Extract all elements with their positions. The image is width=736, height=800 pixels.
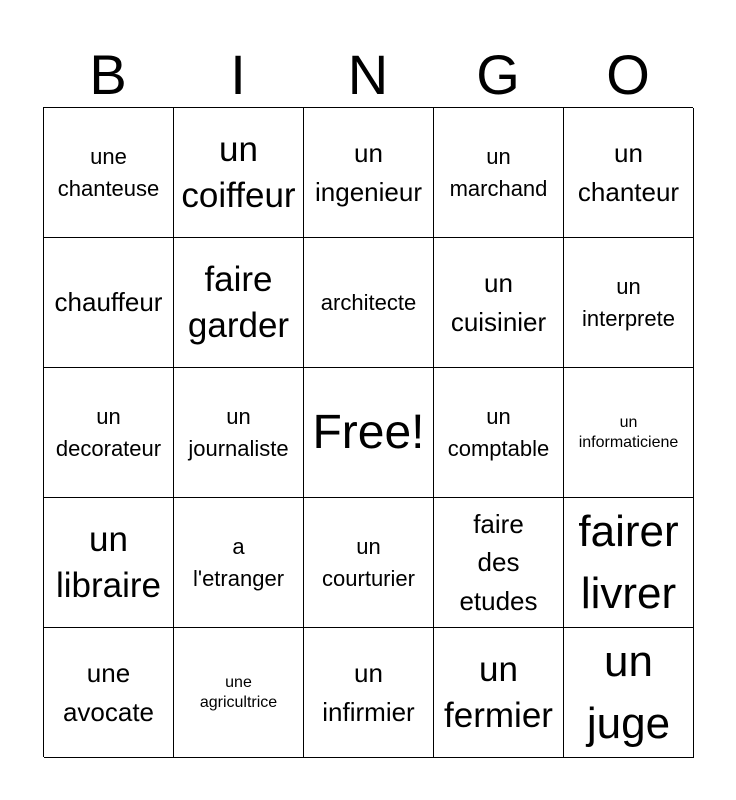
cell-text: un journaliste [188,403,289,461]
cell-text: une avocate [62,658,155,727]
bingo-board [43,107,693,757]
bingo-cell-r2c1[interactable] [44,238,174,368]
bingo-cell-r5c2[interactable] [174,628,304,758]
cell-text: un decorateur [55,403,162,461]
bingo-cell-r1c2[interactable] [174,108,304,238]
cell-text: faire des etudes [459,508,538,616]
cell-text: un cuisinier [450,268,547,337]
cell-text: un comptable [447,403,550,461]
bingo-header [43,42,693,108]
bingo-cell-r2c3[interactable] [304,238,434,368]
bingo-cell-r2c5[interactable] [564,238,694,368]
bingo-cell-r3c5[interactable] [564,368,694,498]
cell-text: un fermier [444,650,553,735]
header-letter-i: I [230,43,246,106]
bingo-cell-r4c3[interactable] [304,498,434,628]
bingo-cell-r2c4[interactable] [434,238,564,368]
bingo-cell-r1c4[interactable] [434,108,564,238]
bingo-cell-r5c1[interactable] [44,628,174,758]
cell-text: un libraire [55,520,162,605]
free-space-text: Free! [312,405,425,459]
header-letter-n: N [347,43,389,106]
bingo-cell-free[interactable] [304,368,434,498]
bingo-cell-r1c1[interactable] [44,108,174,238]
cell-text: un juge [586,636,671,748]
cell-text: un infirmier [322,658,415,727]
bingo-cell-r4c1[interactable] [44,498,174,628]
cell-text: fairer livrer [578,506,679,618]
cell-text: un courturier [322,533,415,591]
bingo-cell-r5c5[interactable] [564,628,694,758]
bingo-cell-r4c2[interactable] [174,498,304,628]
cell-text: a l'etranger [192,533,285,591]
cell-text: une chanteuse [57,143,160,201]
bingo-cell-r5c4[interactable] [434,628,564,758]
bingo-cell-r1c3[interactable] [304,108,434,238]
bingo-cell-r2c2[interactable] [174,238,304,368]
bingo-cell-r3c2[interactable] [174,368,304,498]
cell-text: faire garder [187,260,290,345]
bingo-cell-r4c5[interactable] [564,498,694,628]
bingo-cell-r4c4[interactable] [434,498,564,628]
bingo-cell-r5c3[interactable] [304,628,434,758]
cell-text: un chanteur [577,138,680,207]
cell-text: un coiffeur [181,130,296,215]
bingo-cell-r3c1[interactable] [44,368,174,498]
header-letter-b: B [89,43,127,106]
cell-text: un informaticiene [578,413,679,451]
bingo-cell-r3c4[interactable] [434,368,564,498]
header-letter-g: G [476,43,520,106]
header-letter-o: O [606,43,650,106]
cell-text: un interprete [582,273,675,331]
bingo-cell-r1c5[interactable] [564,108,694,238]
cell-text: un marchand [449,143,548,201]
cell-text: architecte [320,289,417,315]
cell-text: une agricultrice [199,673,278,711]
cell-text: un ingenieur [315,138,422,207]
cell-text: chauffeur [54,287,163,318]
